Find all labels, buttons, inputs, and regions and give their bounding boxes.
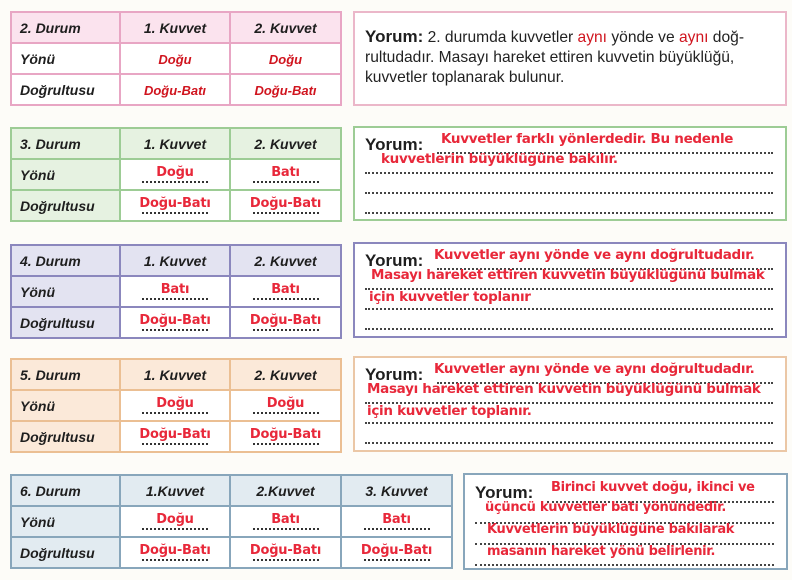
force1-line-cell[interactable] [120,307,230,338]
answer-dots [253,412,319,414]
answer-line [365,192,773,194]
comment-text: 2. durumda kuvvetler [423,29,578,46]
durum6-table [10,474,453,569]
answer-dots [253,528,319,530]
yorum-label: Yorum: [475,483,534,502]
force1-line: Doğu-Batı [139,313,211,328]
durum-title: 4. Durum [11,245,120,276]
durum2-comment [365,27,775,88]
answer-dots [364,528,430,530]
answer-dots [142,443,208,445]
comment-line-1: Kuvvetler farklı yönlerdedir. Bu nedenle [441,131,734,147]
answer-dots [253,298,319,300]
comment-line-4: masanın hareket yönü belirlenir. [487,544,716,559]
force2-header: 2. Kuvvet [230,359,341,390]
force1-line-cell[interactable] [120,190,230,221]
comment-line-1: Kuvvetler aynı yönde ve aynı doğrultudadır. [434,361,755,377]
force2-line: Doğu-Batı [249,313,322,328]
direction-label: Yönü [11,390,120,421]
force2-direction: Doğu [268,51,303,67]
comment-line-2: Masayı hareket ettiren kuvvetin büyüklüğünü bulmak [371,267,765,283]
force3-line: Doğu-Batı [360,543,433,558]
direction-label: Yönü [11,276,120,307]
force1-header: 1. Kuvvet [120,128,230,159]
durum2-table [10,11,342,106]
answer-line [365,172,773,174]
answer-line [365,328,773,330]
comment-line-2: üçüncü kuvvetler batı yönündedir. [485,500,726,515]
durum3-comment-box[interactable] [353,126,787,221]
line-label: Doğrultusu [11,537,120,568]
force1-line: Doğu-Batı [139,543,211,558]
force2-line: Doğu-Batı [254,82,317,98]
force2-line: Doğu-Batı [249,196,322,211]
force1-direction: Doğu [158,51,192,67]
comment-line-3: Kuvvetlerin büyüklüğüne bakılarak [487,522,735,537]
durum3-table [10,127,342,222]
yorum-label: Yorum: [365,135,424,154]
comment-line-1: Kuvvetler aynı yönde ve aynı doğrultudadır. [434,247,755,263]
answer-dots [142,412,208,414]
force2-direction: Batı [271,282,300,297]
force2-line-cell[interactable] [230,421,341,452]
force1-line: Doğu-Batı [139,427,211,442]
comment-line-2: kuvvetlerin büyüklüğüne bakılır. [381,151,618,167]
yorum-label: Yorum: [365,27,424,46]
answer-line [365,212,773,214]
durum2-comment-box [353,11,787,106]
durum-title: 2. Durum [11,12,120,43]
direction-label: Yönü [11,506,120,537]
force1-header: 1. Kuvvet [120,359,230,390]
force3-line-cell[interactable] [341,537,452,568]
direction-label: Yönü [11,43,120,74]
line-label: Doğrultusu [11,190,120,221]
comment-text: yönde ve [607,29,679,46]
force2-line-cell[interactable] [230,307,341,338]
force2-header: 2. Kuvvet [230,128,341,159]
force2-line-cell[interactable] [230,190,341,221]
comment-highlight: aynı [577,29,608,46]
line-label: Doğrultusu [11,307,120,338]
force2-direction: Batı [271,165,300,180]
force1-line: Doğu-Batı [143,82,207,98]
answer-dots [142,528,208,530]
durum5-comment-box[interactable] [353,356,787,452]
force2-direction-cell[interactable] [230,506,341,537]
force2-direction: Doğu [266,396,305,411]
answer-dots [142,212,208,214]
durum4-comment-box[interactable] [353,242,787,338]
force2-direction-cell[interactable] [230,276,341,307]
force2-direction-cell[interactable] [230,159,341,190]
direction-label: Yönü [11,159,120,190]
force1-line-cell[interactable] [120,421,230,452]
comment-line-2: Masayı hareket ettiren kuvvetin büyüklüğünü bulmak [367,381,761,397]
force2-header: 2. Kuvvet [230,12,341,43]
answer-dots [142,298,208,300]
answer-dots [253,212,319,214]
answer-dots [253,559,319,561]
answer-line [475,564,774,566]
comment-line-1: Birinci kuvvet doğu, ikinci ve [551,480,755,495]
force1-direction-cell[interactable] [120,276,230,307]
force2-line-cell[interactable] [230,537,341,568]
force1-header: 1.Kuvvet [120,475,230,506]
durum6-comment-box[interactable] [463,473,788,570]
force3-direction: Batı [382,512,411,527]
answer-line [365,442,773,444]
yorum-label: Yorum: [365,365,424,384]
durum-title: 5. Durum [11,359,120,390]
force1-direction: Doğu [156,165,194,180]
durum4-table [10,244,342,339]
force1-direction-cell[interactable] [120,506,230,537]
durum-title: 3. Durum [11,128,120,159]
durum-title: 6. Durum [11,475,120,506]
answer-dots [364,559,430,561]
comment-text: doğ-rultudadır. Masayı hareket ettiren kuvvetin büyüklüğü, kuvvetler toplanarak bulunur. [365,29,745,86]
force1-header: 1. Kuvvet [120,245,230,276]
answer-dots [253,181,319,183]
line-label: Doğrultusu [11,74,120,105]
force1-direction-cell[interactable] [120,390,230,421]
force1-line: Doğu-Batı [139,196,211,211]
force1-line-cell[interactable] [120,537,230,568]
comment-highlight: aynı [678,29,709,46]
force1-direction-cell[interactable] [120,159,230,190]
answer-dots [253,443,319,445]
yorum-label: Yorum: [365,251,424,270]
force1-direction: Batı [160,282,190,297]
answer-dots [142,559,208,561]
answer-dots [142,329,208,331]
force1-direction: Doğu [156,396,194,411]
force2-header: 2.Kuvvet [230,475,341,506]
answer-dots [142,181,208,183]
force3-direction-cell[interactable] [341,506,452,537]
comment-line-3: için kuvvetler toplanır [369,289,531,305]
force2-direction: Batı [271,512,300,527]
force3-header: 3. Kuvvet [341,475,452,506]
answer-line [365,308,773,310]
force2-direction-cell[interactable] [230,390,341,421]
force1-header: 1. Kuvvet [120,12,230,43]
comment-line-3: için kuvvetler toplanır. [367,403,532,419]
answer-dots [253,329,319,331]
force2-header: 2. Kuvvet [230,245,341,276]
force2-line: Doğu-Batı [249,427,322,442]
force1-direction: Doğu [156,512,194,527]
force2-line: Doğu-Batı [249,543,322,558]
durum5-table [10,358,342,453]
line-label: Doğrultusu [11,421,120,452]
answer-line [365,422,773,424]
